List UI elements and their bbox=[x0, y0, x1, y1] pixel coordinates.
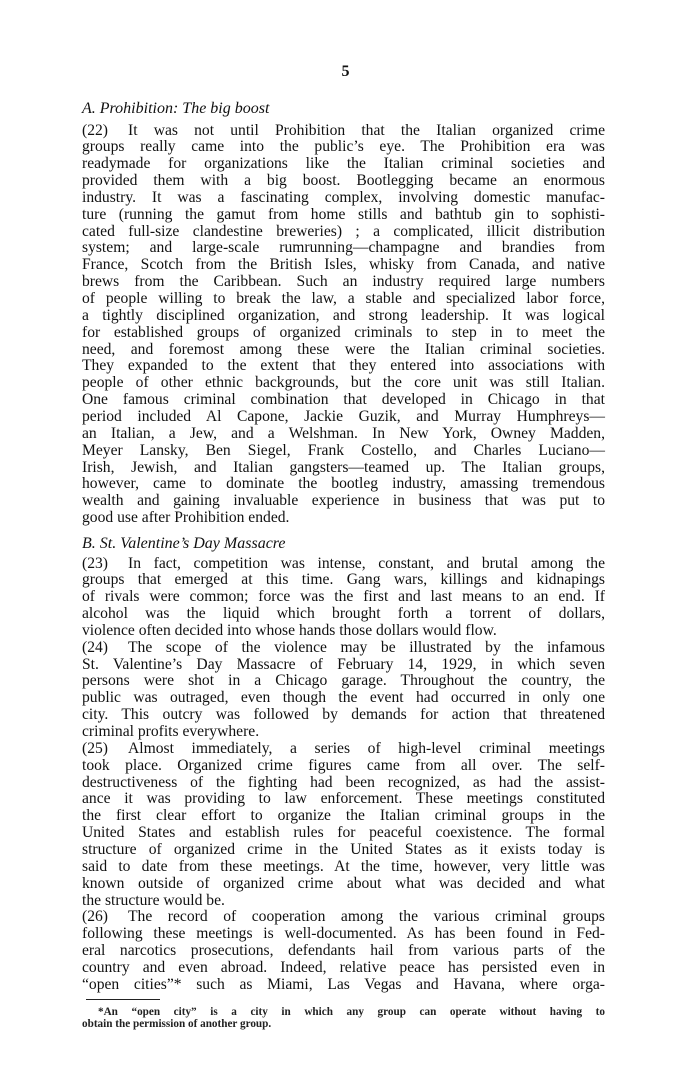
line-text: Almost immediately, a series of high-level criminal meetings bbox=[128, 739, 605, 757]
paragraph-line bbox=[82, 492, 605, 509]
line-text: took place. Organized crime figures came from all over. The self- bbox=[82, 756, 605, 774]
paragraph-line bbox=[82, 740, 605, 757]
paragraph-line bbox=[82, 189, 605, 206]
paragraph-line bbox=[82, 875, 605, 892]
line-text: cated full-size clandestine breweries) ; a complicated, illicit distribution bbox=[82, 222, 605, 240]
line-text: They expanded to the extent that they entered into associations with bbox=[82, 357, 605, 375]
paragraph-line bbox=[82, 475, 605, 492]
paragraph-line bbox=[82, 571, 605, 588]
line-text: the structure would be. bbox=[82, 891, 225, 909]
paragraph-line bbox=[82, 138, 605, 155]
paragraph-line bbox=[82, 959, 605, 976]
footnote-text: obtain the permission of another group. bbox=[82, 1018, 272, 1030]
paragraph-line bbox=[82, 425, 605, 442]
footnote-divider bbox=[86, 999, 160, 1000]
line-text: ance it was providing to law enforcement. These meetings constituted bbox=[82, 790, 605, 808]
line-text: structure of organized crime in the United States as it exists today is bbox=[82, 840, 605, 858]
paragraph-line bbox=[82, 374, 605, 391]
line-text: eral narcotics prosecutions, defendants hail from various parts of the bbox=[82, 942, 605, 960]
paragraph-number: (26) bbox=[82, 908, 108, 926]
paragraph-line bbox=[82, 774, 605, 791]
footnote-line bbox=[82, 1006, 605, 1018]
paragraph-line bbox=[82, 689, 605, 706]
paragraph-line bbox=[82, 605, 605, 622]
line-text: good use after Prohibition ended. bbox=[82, 509, 290, 527]
paragraph-line bbox=[82, 790, 605, 807]
paragraph-line bbox=[82, 459, 605, 476]
line-text: city. This outcry was followed by demands for action that threatened bbox=[82, 706, 605, 724]
section-heading bbox=[82, 535, 605, 552]
paragraph-line bbox=[82, 706, 605, 723]
footnote-line bbox=[82, 1018, 605, 1030]
paragraph-line bbox=[82, 408, 605, 425]
paragraph-line bbox=[82, 555, 605, 572]
paragraph-line bbox=[82, 155, 605, 172]
paragraph-line bbox=[82, 341, 605, 358]
paragraph-line bbox=[82, 892, 605, 909]
paragraph-line bbox=[82, 391, 605, 408]
paragraph-line bbox=[82, 122, 605, 139]
paragraph-line bbox=[82, 723, 605, 740]
line-text: industry. It was a fascinating complex, involving domestic manufac- bbox=[82, 188, 605, 206]
line-text: an Italian, a Jew, and a Welshman. In New York, Owney Madden, bbox=[82, 424, 605, 442]
line-text: “open cities”* such as Miami, Las Vegas and Havana, where orga- bbox=[82, 975, 605, 993]
paragraph-line bbox=[82, 925, 605, 942]
line-text: France, Scotch from the British Isles, whisky from Canada, and native bbox=[82, 256, 605, 274]
line-text: however, came to dominate the bootleg industry, amassing tremendous bbox=[82, 475, 605, 493]
line-text: ture (running the gamut from home stills and bathtub gin to sophisti- bbox=[82, 205, 605, 223]
line-text: groups really came into the public’s eye. The Prohibition era was bbox=[82, 138, 605, 156]
line-text: groups that emerged at this time. Gang wars, killings and kidnapings bbox=[82, 571, 605, 589]
paragraph-line bbox=[82, 841, 605, 858]
paragraph-line bbox=[82, 172, 605, 189]
paragraph-line bbox=[82, 942, 605, 959]
line-text: brews from the Caribbean. Such an industry required large numbers bbox=[82, 273, 605, 291]
paragraph-number: (22) bbox=[82, 121, 108, 139]
line-text: It was not until Prohibition that the Italian organized crime bbox=[128, 121, 605, 139]
paragraph-line bbox=[82, 357, 605, 374]
paragraph-line bbox=[82, 588, 605, 605]
line-text: a tightly disciplined organization, and strong leadership. It was logical bbox=[82, 306, 605, 324]
paragraph-line bbox=[82, 223, 605, 240]
line-text: violence often decided into whose hands those dollars would flow. bbox=[82, 621, 497, 639]
line-text: destructiveness of the fighting had been recognized, as had the assist- bbox=[82, 773, 605, 791]
line-text: Meyer Lansky, Ben Siegel, Frank Costello, and Charles Luciano— bbox=[82, 441, 605, 459]
line-text: readymade for organizations like the Italian criminal societies and bbox=[82, 155, 605, 173]
line-text: following these meetings is well-documented. As has been found in Fed- bbox=[82, 925, 605, 943]
paragraph-number: (23) bbox=[82, 554, 108, 572]
paragraph-line bbox=[82, 858, 605, 875]
section-heading-text: A. Prohibition: The big boost bbox=[82, 99, 270, 117]
line-text: The scope of the violence may be illustrated by the infamous bbox=[128, 638, 605, 656]
paragraph-line bbox=[82, 442, 605, 459]
paragraph-line bbox=[82, 324, 605, 341]
line-text: One famous criminal combination that developed in Chicago in that bbox=[82, 391, 605, 409]
paragraph-line bbox=[82, 976, 605, 993]
line-text: system; and large-scale rumrunning—champagne and brandies from bbox=[82, 239, 605, 257]
line-text: need, and foremost among these were the Italian criminal societies. bbox=[82, 340, 605, 358]
paragraph-line bbox=[82, 256, 605, 273]
paragraph-line bbox=[82, 622, 605, 639]
line-text: known outside of organized crime about what was decided and what bbox=[82, 874, 605, 892]
paragraph-number: (24) bbox=[82, 638, 108, 656]
paragraph-line bbox=[82, 239, 605, 256]
line-text: criminal profits everywhere. bbox=[82, 723, 260, 740]
line-text: people of other ethnic backgrounds, but the core unit was still Italian. bbox=[82, 374, 605, 392]
section-heading-text: B. St. Valentine’s Day Massacre bbox=[82, 534, 286, 552]
page-number: 5 bbox=[341, 63, 350, 80]
paragraph-line bbox=[82, 639, 605, 656]
line-text: In fact, competition was intense, constant, and brutal among the bbox=[128, 554, 605, 572]
line-text: persons were shot in a Chicago garage. Throughout the country, the bbox=[82, 672, 605, 690]
paragraph-line bbox=[82, 290, 605, 307]
line-text: period included Al Capone, Jackie Guzik, and Murray Humphreys— bbox=[82, 407, 605, 425]
section-heading bbox=[82, 100, 605, 117]
line-text: The record of cooperation among the various criminal groups bbox=[128, 908, 605, 926]
paragraph-line bbox=[82, 824, 605, 841]
line-text: said to date from these meetings. At the time, however, very little was bbox=[82, 857, 605, 875]
paragraph-line bbox=[82, 757, 605, 774]
paragraph-line bbox=[82, 807, 605, 824]
line-text: alcohol was the liquid which brought forth a torrent of dollars, bbox=[82, 605, 605, 623]
line-text: Irish, Jewish, and Italian gangsters—teamed up. The Italian groups, bbox=[82, 458, 605, 476]
paragraph-line bbox=[82, 307, 605, 324]
line-text: for established groups of organized criminals to step in to meet the bbox=[82, 323, 605, 341]
paragraph-line bbox=[82, 206, 605, 223]
paragraph-line bbox=[82, 656, 605, 673]
paragraph-line bbox=[82, 672, 605, 689]
paragraph-line bbox=[82, 908, 605, 925]
line-text: public was outraged, even though the event had occurred in only one bbox=[82, 689, 605, 707]
line-text: country and even abroad. Indeed, relative peace has persisted even in bbox=[82, 958, 605, 976]
line-text: of people willing to break the law, a stable and specialized labor force, bbox=[82, 290, 605, 307]
paragraph-number: (25) bbox=[82, 739, 108, 757]
line-text: the first clear effort to organize the Italian criminal groups in the bbox=[82, 807, 605, 825]
paragraph-line bbox=[82, 273, 605, 290]
line-text: wealth and gaining invaluable experience in business that was put to bbox=[82, 492, 605, 510]
paragraph-line bbox=[82, 509, 605, 526]
footnote-text: *An “open city” is a city in which any group can operate without having to bbox=[98, 1006, 605, 1018]
line-text: United States and establish rules for peaceful coexistence. The formal bbox=[82, 824, 605, 842]
line-text: of rivals were common; force was the first and last means to an end. If bbox=[82, 588, 605, 606]
line-text: provided them with a big boost. Bootlegging became an enormous bbox=[82, 172, 605, 190]
line-text: St. Valentine’s Day Massacre of February 14, 1929, in which seven bbox=[82, 655, 605, 673]
